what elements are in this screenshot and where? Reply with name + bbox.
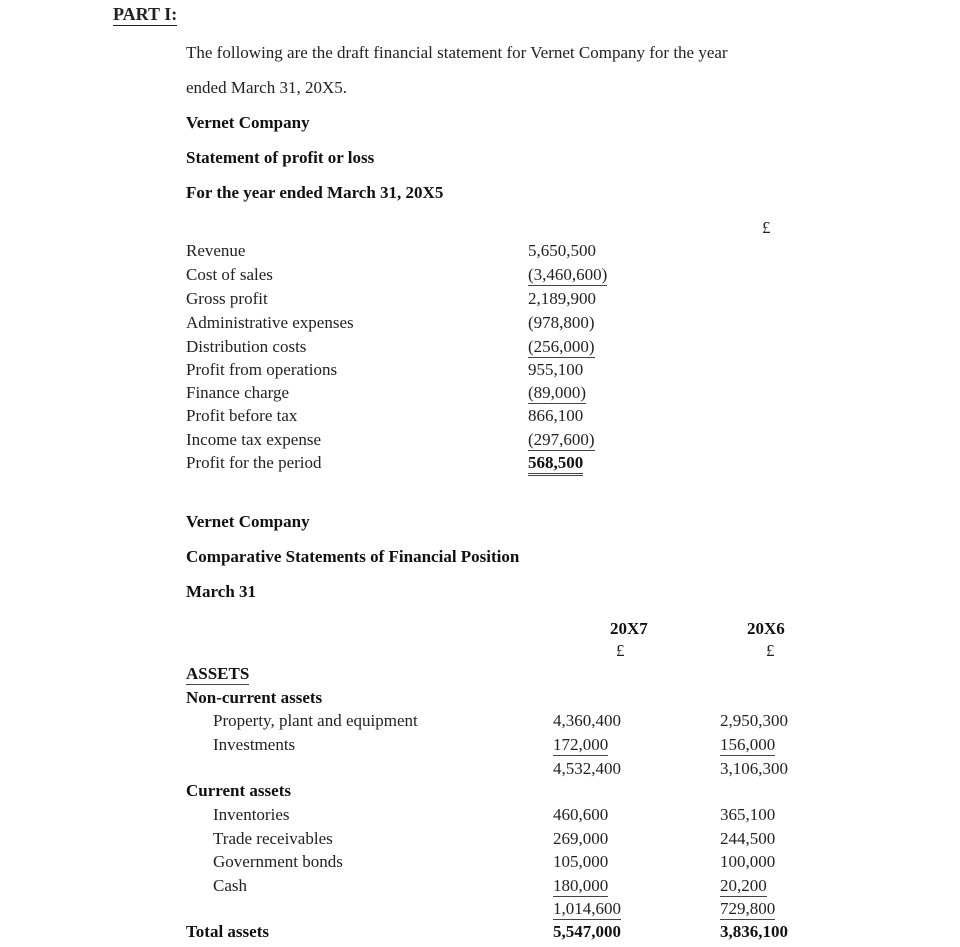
bs-value-20x6: 729,800 <box>720 899 776 918</box>
bs-row-label: Trade receivables <box>213 829 333 848</box>
bs-row-label: Non-current assets <box>186 688 323 707</box>
pl-row-label: Profit for the period <box>186 453 322 472</box>
bs-row-label: Current assets <box>186 781 291 800</box>
pl-row-label: Revenue <box>186 241 246 260</box>
column-header-20x6: 20X6 <box>747 619 785 638</box>
pl-row-value: (256,000) <box>528 337 595 356</box>
pl-row-label: Distribution costs <box>186 337 307 356</box>
pl-row-value: (3,460,600) <box>528 265 608 284</box>
bs-row-label: Total assets <box>186 922 269 941</box>
pl-row-label: Profit before tax <box>186 406 298 425</box>
bs-row-label: Inventories <box>213 805 290 824</box>
part-heading: PART I: <box>113 4 178 24</box>
pl-period: For the year ended March 31, 20X5 <box>186 183 444 202</box>
bs-value-20x7: 172,000 <box>553 735 609 754</box>
bs-value-20x6: 3,106,300 <box>720 759 788 778</box>
pl-row-value: 955,100 <box>528 360 584 379</box>
currency-20x7: £ <box>616 641 625 660</box>
bs-row-label: Property, plant and equipment <box>213 711 418 730</box>
pl-row-label: Income tax expense <box>186 430 321 449</box>
bs-value-20x6: 20,200 <box>720 876 767 895</box>
pl-row-value: 5,650,500 <box>528 241 596 260</box>
bs-company-name: Vernet Company <box>186 512 310 531</box>
bs-row-label: Investments <box>213 735 296 754</box>
bs-value-20x7: 105,000 <box>553 852 609 871</box>
pl-row-value: 2,189,900 <box>528 289 596 308</box>
column-header-20x7: 20X7 <box>610 619 648 638</box>
bs-value-20x7: 5,547,000 <box>553 922 621 941</box>
bs-value-20x7: 1,014,600 <box>553 899 621 918</box>
pl-row-value: (978,800) <box>528 313 595 332</box>
bs-value-20x6: 156,000 <box>720 735 776 754</box>
assets-heading: ASSETS <box>186 664 250 683</box>
pl-statement-title: Statement of profit or loss <box>186 148 375 167</box>
bs-value-20x7: 4,532,400 <box>553 759 621 778</box>
bs-value-20x7: 269,000 <box>553 829 609 848</box>
bs-value-20x6: 100,000 <box>720 852 776 871</box>
pl-currency: £ <box>762 218 771 237</box>
bs-value-20x7: 460,600 <box>553 805 609 824</box>
pl-row-label: Profit from operations <box>186 360 338 379</box>
bs-row-label: Government bonds <box>213 852 343 871</box>
currency-20x6: £ <box>766 641 775 660</box>
bs-row-label: Cash <box>213 876 247 895</box>
pl-row-label: Finance charge <box>186 383 290 402</box>
pl-row-value: 866,100 <box>528 406 584 425</box>
bs-value-20x7: 4,360,400 <box>553 711 621 730</box>
pl-row-label: Gross profit <box>186 289 268 308</box>
pl-row-value: (297,600) <box>528 430 595 449</box>
intro-text-line-2: ended March 31, 20X5. <box>186 78 347 97</box>
pl-row-label: Administrative expenses <box>186 313 354 332</box>
bs-value-20x6: 2,950,300 <box>720 711 788 730</box>
pl-company-name: Vernet Company <box>186 113 310 132</box>
bs-statement-title: Comparative Statements of Financial Position <box>186 547 520 566</box>
pl-row-label: Cost of sales <box>186 265 273 284</box>
bs-value-20x7: 180,000 <box>553 876 609 895</box>
pl-row-value: 568,500 <box>528 453 583 476</box>
bs-value-20x6: 365,100 <box>720 805 776 824</box>
bs-date: March 31 <box>186 582 257 601</box>
intro-text-line-1: The following are the draft financial statement for Vernet Company for the year <box>186 43 728 62</box>
bs-value-20x6: 3,836,100 <box>720 922 788 941</box>
pl-row-value: (89,000) <box>528 383 587 402</box>
bs-value-20x6: 244,500 <box>720 829 776 848</box>
